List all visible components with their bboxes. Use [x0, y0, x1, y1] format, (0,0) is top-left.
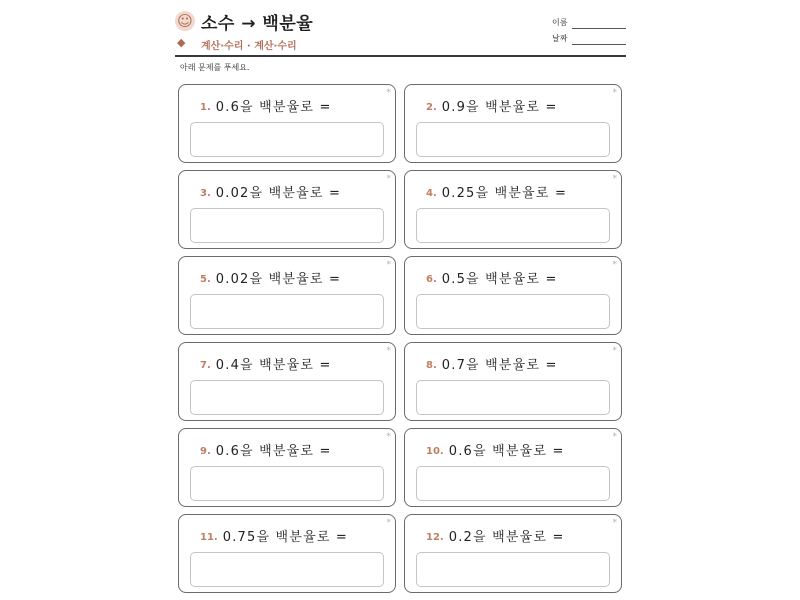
problem-card — [178, 428, 396, 507]
problem-number: 8. — [426, 360, 437, 371]
star-icon: * — [386, 346, 391, 356]
star-icon: * — [386, 174, 391, 184]
worksheet-header — [175, 8, 626, 56]
problem-question — [200, 268, 341, 287]
problem-text: 0.9을 백분율로 = — [441, 100, 558, 115]
problem-question — [200, 440, 332, 459]
answer-box[interactable] — [190, 466, 384, 501]
problem-text: 0.4을 백분율로 = — [215, 358, 332, 373]
problem-number: 2. — [426, 102, 437, 113]
problem-number: 10. — [426, 446, 444, 457]
problem-question — [426, 268, 558, 287]
page-title: 소수 → 백분율 — [201, 14, 314, 34]
problem-number: 11. — [200, 532, 218, 543]
problem-card — [404, 428, 622, 507]
problem-question — [200, 96, 332, 115]
problem-number: 12. — [426, 532, 444, 543]
answer-box[interactable] — [190, 294, 384, 329]
problem-card — [178, 256, 396, 335]
page-subtitle: 계산·수리 · 계산·수리 — [201, 41, 297, 52]
problem-number: 7. — [200, 360, 211, 371]
problem-text: 0.02을 백분율로 = — [215, 186, 342, 201]
answer-box[interactable] — [416, 552, 610, 587]
star-icon: * — [386, 432, 391, 442]
date-label: 날짜 — [552, 34, 568, 43]
problem-number: 3. — [200, 188, 211, 199]
problem-text: 0.7을 백분율로 = — [441, 358, 558, 373]
problem-text: 0.02을 백분율로 = — [215, 272, 342, 287]
problem-text: 0.5을 백분율로 = — [441, 272, 558, 287]
problem-card — [404, 342, 622, 421]
problem-number: 4. — [426, 188, 437, 199]
smiley-icon: ☺ — [175, 11, 195, 31]
star-icon: * — [612, 346, 617, 356]
problem-text: 0.6을 백분율로 = — [448, 444, 565, 459]
problem-card — [178, 170, 396, 249]
problem-question — [200, 182, 341, 201]
problem-card — [178, 342, 396, 421]
star-icon: * — [612, 260, 617, 270]
problem-number: 9. — [200, 446, 211, 457]
star-icon: * — [386, 88, 391, 98]
problem-card — [178, 84, 396, 163]
answer-box[interactable] — [190, 380, 384, 415]
problem-number: 5. — [200, 274, 211, 285]
problem-grid — [178, 84, 622, 593]
problem-card — [404, 170, 622, 249]
answer-box[interactable] — [416, 122, 610, 157]
problem-question — [426, 96, 558, 115]
problem-card — [404, 514, 622, 593]
date-row — [552, 33, 626, 49]
diamond-icon: ◆ — [177, 36, 186, 49]
student-info — [552, 17, 626, 49]
answer-box[interactable] — [416, 466, 610, 501]
star-icon: * — [386, 260, 391, 270]
problem-text: 0.75을 백분율로 = — [222, 530, 349, 545]
star-icon: * — [612, 518, 617, 528]
star-icon: * — [612, 174, 617, 184]
answer-box[interactable] — [190, 122, 384, 157]
answer-box[interactable] — [416, 208, 610, 243]
problem-text: 0.6을 백분율로 = — [215, 100, 332, 115]
star-icon: * — [612, 88, 617, 98]
star-icon: * — [386, 518, 391, 528]
problem-card — [404, 84, 622, 163]
name-line[interactable] — [572, 28, 626, 29]
name-label: 이름 — [552, 18, 568, 27]
problem-card — [404, 256, 622, 335]
name-row — [552, 17, 626, 33]
answer-box[interactable] — [416, 294, 610, 329]
star-icon: * — [612, 432, 617, 442]
problem-question — [200, 526, 348, 545]
date-line[interactable] — [572, 44, 626, 45]
problem-question — [426, 182, 567, 201]
problem-question — [426, 440, 565, 459]
problem-text: 0.2을 백분율로 = — [448, 530, 565, 545]
problem-number: 6. — [426, 274, 437, 285]
answer-box[interactable] — [190, 552, 384, 587]
problem-card — [178, 514, 396, 593]
answer-box[interactable] — [190, 208, 384, 243]
problem-text: 0.25을 백분율로 = — [441, 186, 568, 201]
answer-box[interactable] — [416, 380, 610, 415]
problem-text: 0.6을 백분율로 = — [215, 444, 332, 459]
instruction-text: 아래 문제를 푸세요. — [180, 63, 250, 72]
problem-question — [426, 354, 558, 373]
problem-number: 1. — [200, 102, 211, 113]
header-divider — [175, 55, 626, 57]
problem-question — [426, 526, 565, 545]
problem-question — [200, 354, 332, 373]
